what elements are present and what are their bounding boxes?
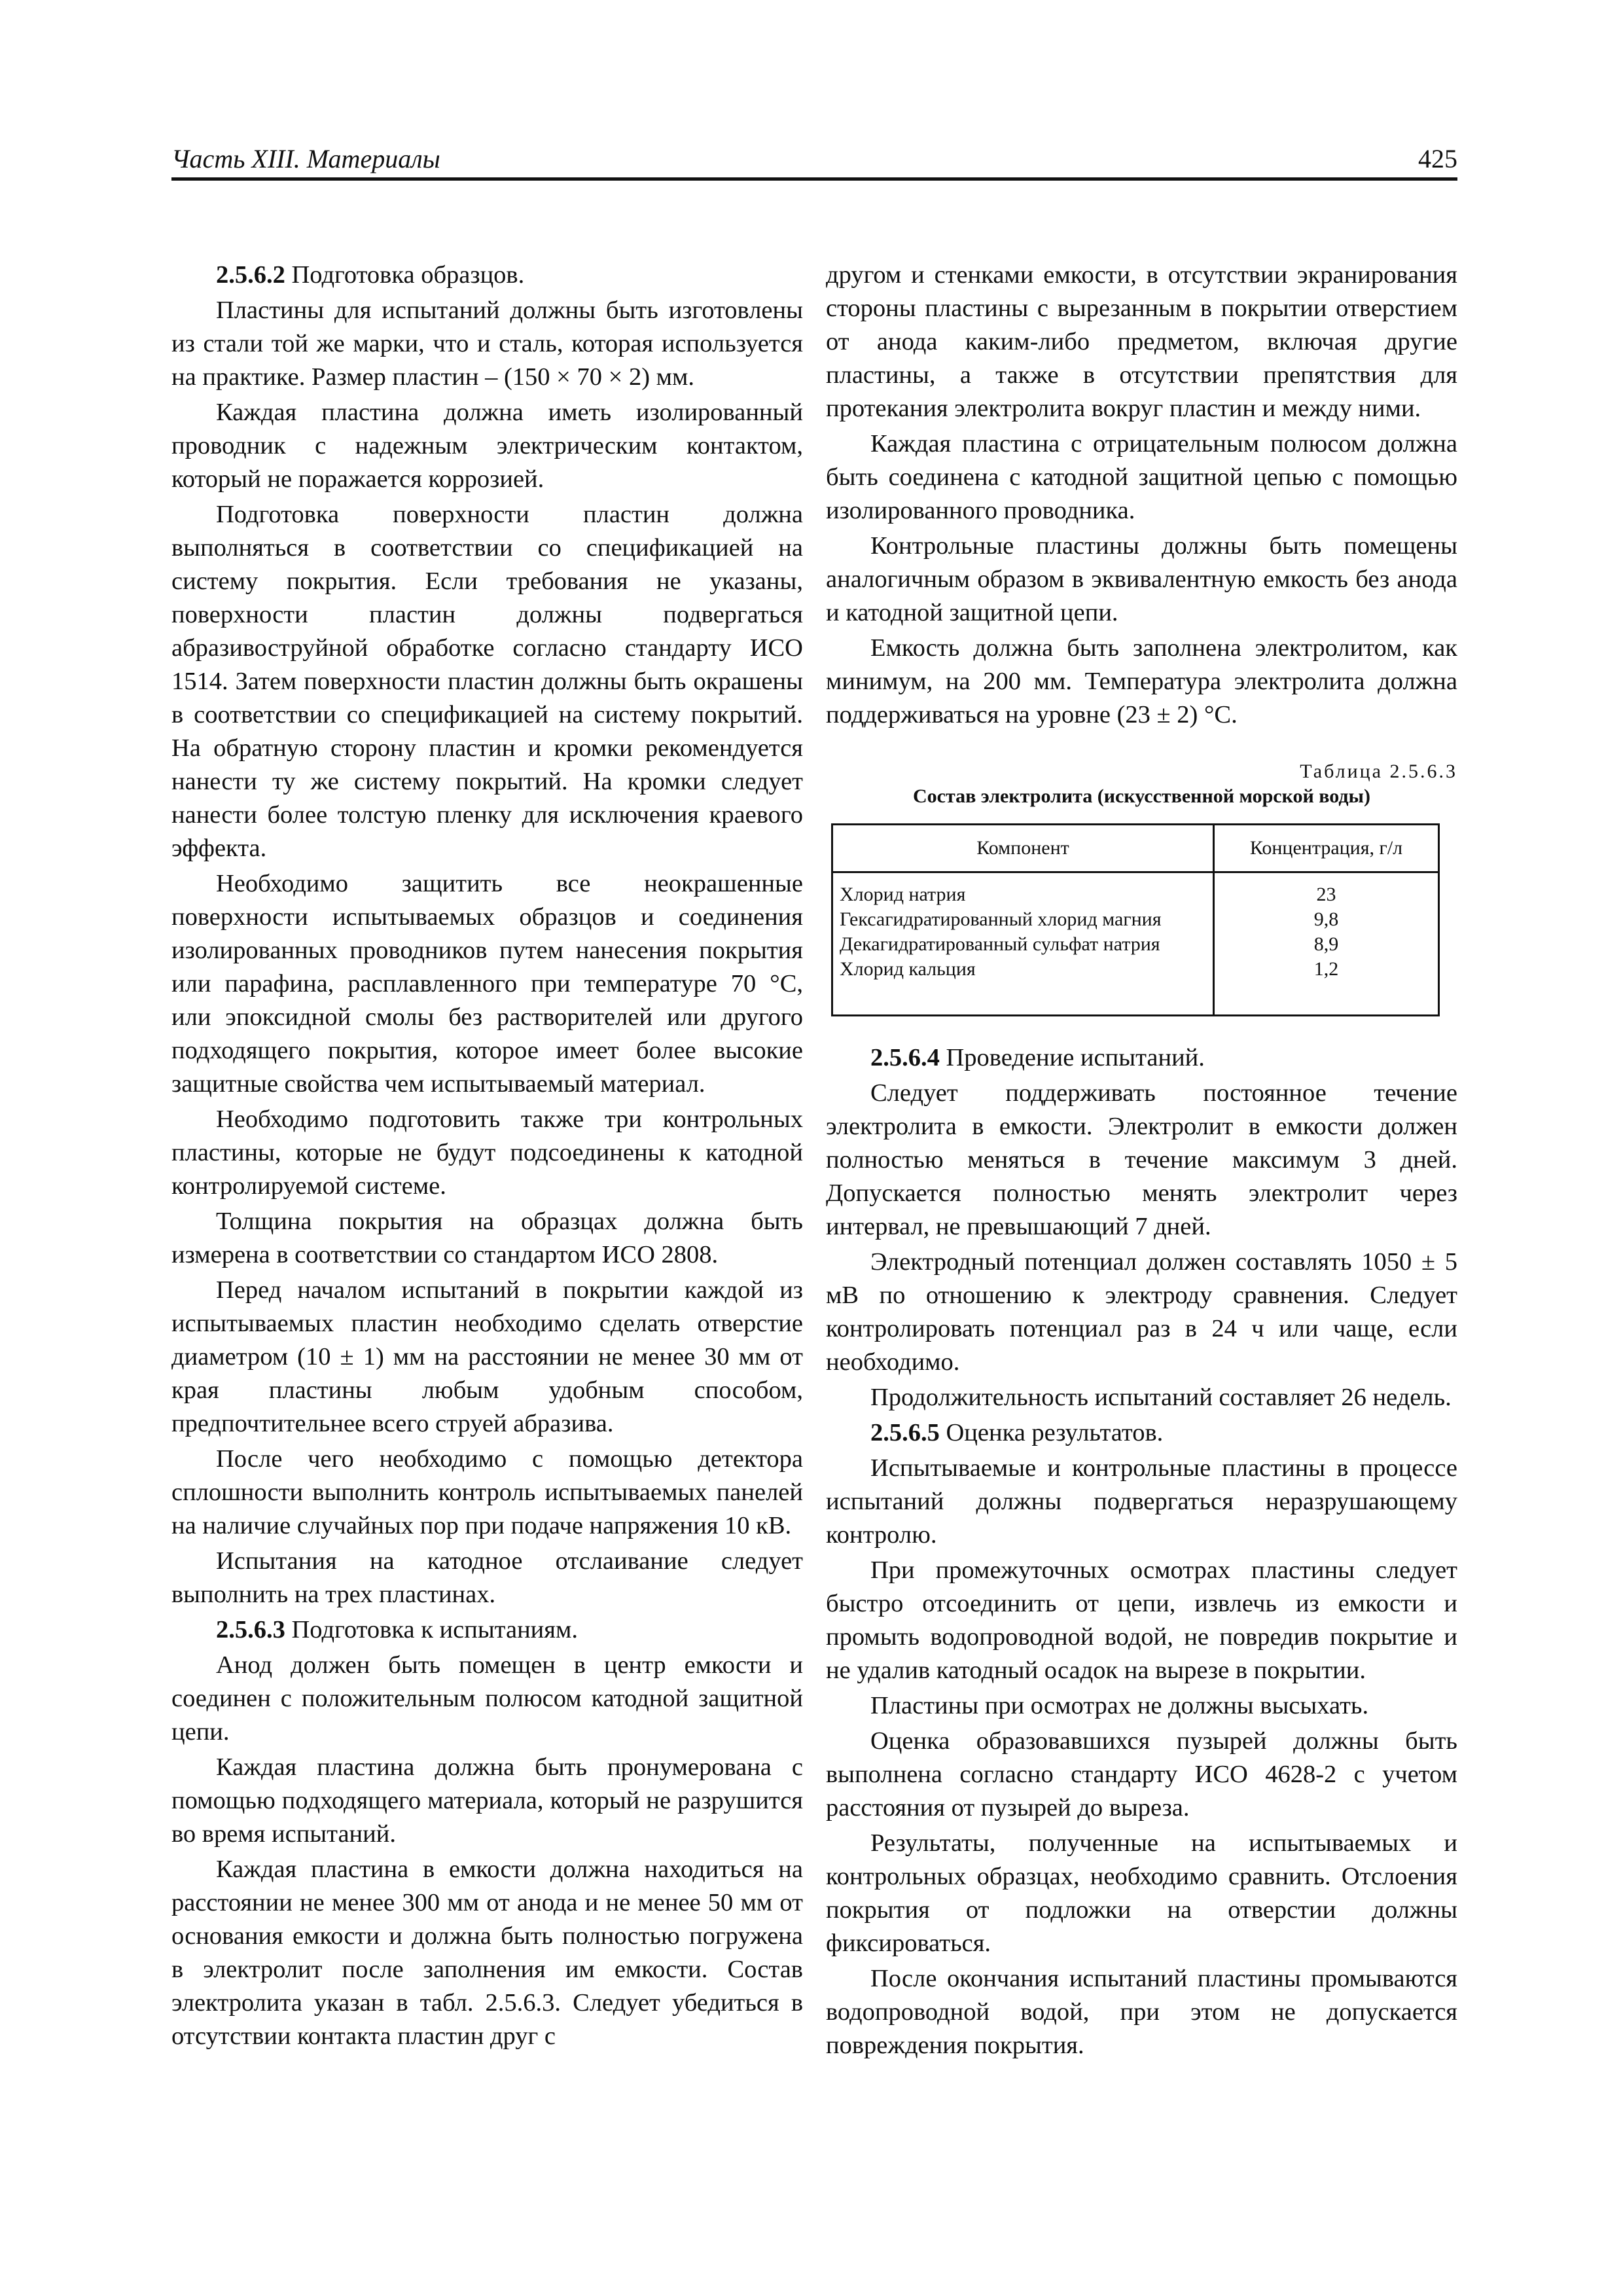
paragraph: Емкость должна быть заполнена электролитом, как минимум, на 200 мм. Температура электролита должна поддерживаться на уровне (23 ± 2) °C. — [826, 634, 1457, 728]
table-row — [832, 872, 1439, 908]
section-heading — [826, 1041, 1457, 1075]
paragraph: После окончания испытаний пластины промываются водопроводной водой, при этом не допускается повреждения покрытия. — [826, 1965, 1457, 2059]
paragraph: Подготовка поверхности пластин должна выполняться в соответствии со спецификацией на систему покрытия. Если требования не указаны, поверхности пластин должны подвергаться абразивоструйной обработке согласно стандарту ИСО 1514. Затем поверхности пластин должны быть окрашены в соответствии со спецификацией на систему покрытий. На обратную сторону пластин и кромки рекомендуется нанести ту же систему покрытий. На кромки следует нанести более толстую пленку для исключения краевого эффекта. — [171, 501, 803, 862]
table-number: Таблица 2.5.6.3 — [1300, 761, 1457, 782]
page-number: 425 — [1418, 144, 1457, 173]
component-name: Декагидратированный сульфат натрия — [832, 932, 1214, 957]
table-header-row — [832, 825, 1439, 872]
paragraph: Каждая пластина с отрицательным полюсом должна быть соединена с катодной защитной цепью с помощью изолированного проводника. — [826, 430, 1457, 524]
paragraph: другом и стенками емкости, в отсутствии экранирования стороны пластины с вырезанным в покрытии отверстием от анода каким-либо предметом, включая другие пластины, а также в отсутствии препятствия для протекания электролита вокруг пластин и между ними. — [826, 261, 1457, 422]
paragraph: Необходимо подготовить также три контрольных пластины, которые не будут подсоединены к катодной контролируемой системе. — [171, 1105, 803, 1200]
paragraph: Контрольные пластины должны быть помещены аналогичным образом в эквивалентную емкость без анода и катодной защитной цепи. — [826, 532, 1457, 626]
paragraph: При промежуточных осмотрах пластины следует быстро отсоединить от цепи, извлечь из емкости и промыть водопроводной водой, не повредив покрытие и не удалив катодный осадок на вырезе в покрытии. — [826, 1556, 1457, 1684]
concentration-value: 23 — [1214, 872, 1439, 908]
table-block — [826, 759, 1457, 1016]
table-row — [832, 907, 1439, 932]
column-header-concentration: Концентрация, г/л — [1214, 825, 1439, 872]
page-header — [171, 141, 1457, 181]
column-header-component: Компонент — [832, 825, 1214, 872]
paragraph: Пластины при осмотрах не должны высыхать. — [870, 1692, 1369, 1719]
section-heading — [826, 1416, 1457, 1450]
concentration-value: 8,9 — [1214, 932, 1439, 957]
section-number: 2.5.6.3 — [216, 1616, 285, 1643]
table-caption: Состав электролита (искусственной морской воды) — [913, 785, 1370, 807]
concentration-value: 1,2 — [1214, 957, 1439, 1016]
paragraph: Каждая пластина в емкости должна находиться на расстоянии не менее 300 мм от анода и не менее 50 мм от основания емкости и должна быть полностью погружена в электролит после заполнения им емкости. Состав электролита указан в табл. 2.5.6.3. Следует убедиться в отсутствии контакта пластин друг с — [171, 1856, 803, 2050]
table-row — [832, 957, 1439, 1016]
section-title: Подготовка к испытаниям. — [285, 1616, 578, 1643]
section-title: Проведение испытаний. — [939, 1044, 1205, 1071]
running-title: Часть XIII. Материалы — [171, 144, 440, 173]
section-title: Оценка результатов. — [939, 1419, 1164, 1446]
component-name: Хлорид кальция — [832, 957, 1214, 1016]
paragraph: Каждая пластина должна иметь изолированный проводник с надежным электрическим контактом, который не поражается коррозией. — [171, 399, 803, 493]
right-column — [826, 259, 1457, 2064]
section-number: 2.5.6.5 — [870, 1419, 940, 1446]
paragraph: Толщина покрытия на образцах должна быть измерена в соответствии со стандартом ИСО 2808. — [171, 1208, 803, 1268]
paragraph: Каждая пластина должна быть пронумерована с помощью подходящего материала, который не разрушится во время испытаний. — [171, 1753, 803, 1848]
paragraph: Испытываемые и контрольные пластины в процессе испытаний должны подвергаться неразрушающему контролю. — [826, 1454, 1457, 1549]
paragraph: Результаты, полученные на испытываемых и контрольных образцах, необходимо сравнить. Отслоения покрытия от подложки на отверстии должны фиксироваться. — [826, 1829, 1457, 1957]
paragraph: Пластины для испытаний должны быть изготовлены из стали той же марки, что и сталь, которая используется на практике. Размер пластин – (150 × 70 × 2) мм. — [171, 296, 803, 391]
section-heading — [171, 1613, 803, 1647]
paragraph: Продолжительность испытаний составляет 26 недель. — [870, 1384, 1452, 1411]
paragraph: Перед началом испытаний в покрытии каждой из испытываемых пластин необходимо сделать отверстие диаметром (10 ± 1) мм на расстоянии не менее 30 мм от края пластины любым удобным способом, предпочтительнее всего струей абразива. — [171, 1276, 803, 1437]
component-name: Гексагидратированный хлорид магния — [832, 907, 1214, 932]
table-row — [832, 932, 1439, 957]
paragraph: Оценка образовавшихся пузырей должны быть выполнена согласно стандарту ИСО 4628-2 с учетом расстояния от пузырей до выреза. — [826, 1727, 1457, 1821]
paragraph: После чего необходимо с помощью детектора сплошности выполнить контроль испытываемых панелей на наличие случайных пор при подаче напряжения 10 кВ. — [171, 1445, 803, 1539]
component-name: Хлорид натрия — [832, 872, 1214, 908]
concentration-value: 9,8 — [1214, 907, 1439, 932]
section-heading — [171, 259, 803, 292]
section-number: 2.5.6.2 — [216, 261, 285, 289]
paragraph: Следует поддерживать постоянное течение электролита в емкости. Электролит в емкости должен полностью меняться в течение максимум 3 дней. Допускается полностью менять электролит через интервал, не превышающий 7 дней. — [826, 1079, 1457, 1240]
left-column — [171, 259, 803, 2055]
section-number: 2.5.6.4 — [870, 1044, 940, 1071]
paragraph: Анод должен быть помещен в центр емкости и соединен с положительным полюсом катодной защитной цепи. — [171, 1651, 803, 1746]
paragraph: Испытания на катодное отслаивание следует выполнить на трех пластинах. — [171, 1547, 803, 1608]
electrolyte-composition-table — [831, 823, 1440, 1016]
paragraph: Необходимо защитить все неокрашенные поверхности испытываемых образцов и соединения изолированных проводников путем нанесения покрытия или парафина, расплавленного при температуре 70 °C, или эпоксидной смолы без растворителей или другого подходящего покрытия, которое имеет более высокие защитные свойства чем испытываемый материал. — [171, 870, 803, 1098]
section-title: Подготовка образцов. — [285, 261, 525, 289]
paragraph: Электродный потенциал должен составлять 1050 ± 5 мВ по отношению к электроду сравнения. Следует контролировать потенциал раз в 24 ч или чаще, если необходимо. — [826, 1248, 1457, 1376]
